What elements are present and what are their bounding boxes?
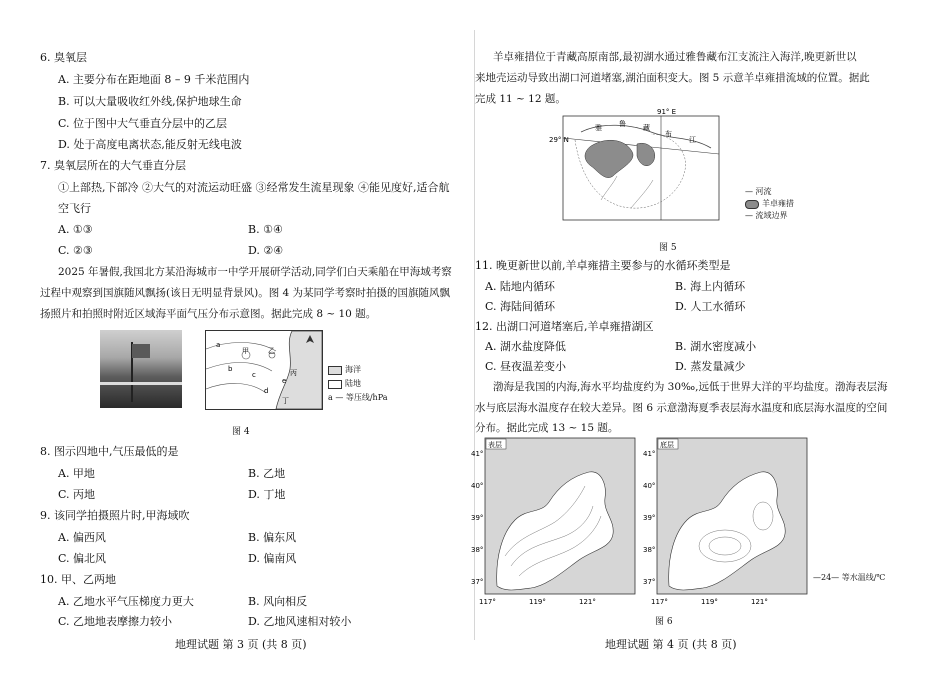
q7-option-c[interactable]: C. ②③ <box>58 244 93 257</box>
flag-icon <box>132 344 150 358</box>
land-swatch <box>328 380 342 389</box>
q8-option-a[interactable]: A. 甲地 <box>58 467 95 480</box>
q7-stem: 7. 臭氧层所在的大气垂直分层 <box>40 159 186 172</box>
fig6-lat-41-right: 41° <box>643 450 656 458</box>
fig6-panel-bottom <box>657 438 807 594</box>
q7-option-a[interactable]: A. ①③ <box>58 223 93 236</box>
flag-photo <box>100 330 182 408</box>
fig5-legend-boundary: — 流域边界 <box>745 211 788 220</box>
fig5-caption: 图 5 <box>659 243 677 253</box>
label-c: c <box>252 371 256 379</box>
q12-option-a[interactable]: A. 湖水盐度降低 <box>485 340 566 353</box>
fig6-lat-39-right: 39° <box>643 514 656 522</box>
intro-11-12-line1: 羊卓雍措位于青藏高原南部,最初湖水通过雅鲁藏布江支流注入海洋,晚更新世以 <box>493 51 857 63</box>
fig4-caption: 图 4 <box>232 427 250 437</box>
fig6-bottom-label: 底层 <box>660 441 674 449</box>
intro-11-12-line3: 完成 11 ~ 12 题。 <box>475 93 566 105</box>
intro-11-12-line2: 来地壳运动导致出湖口河道堵塞,湖泊面积变大。图 5 示意羊卓雍措流域的位置。据此 <box>475 72 870 84</box>
q12-option-d[interactable]: D. 蒸发量减少 <box>675 360 746 373</box>
intro-13-15-line2: 水与底层海水温度存在较大差异。图 6 示意渤海夏季表层海水温度和底层海水温度的空间 <box>475 402 888 414</box>
fig6-surface-label: 表层 <box>488 441 502 449</box>
intro-8-10-line2: 过程中观察到国旗随风飘扬(该日无明显背景风)。图 4 为某同学考察时拍摄的国旗随风飘 <box>40 287 451 299</box>
river-char-4: 布 <box>665 130 672 138</box>
fig5-legend-river-label: 河流 <box>755 187 772 196</box>
fig6-lat-38-left: 38° <box>471 546 484 554</box>
fig5-map <box>549 108 741 226</box>
q11-stem: 11. 晚更新世以前,羊卓雍措主要参与的水循环类型是 <box>475 259 731 272</box>
q7-option-d[interactable]: D. ②④ <box>248 244 284 257</box>
fig6-lon-117-right: 117° <box>651 598 668 606</box>
fig4-legend-sea-label: 海洋 <box>345 365 361 374</box>
fig5-legend-lake <box>745 198 794 209</box>
intro-8-10-line3: 扬照片和拍照时附近区域海平面气压分布示意图。据此完成 8 ~ 10 题。 <box>40 308 377 320</box>
page-4-footer: 地理试题 第 4 页 (共 8 页) <box>605 638 737 651</box>
fig5-frame <box>563 116 719 220</box>
isobar-c <box>206 383 269 395</box>
q11-option-d[interactable]: D. 人工水循环 <box>675 300 746 313</box>
river-char-1: 雅 <box>595 124 602 132</box>
ship-rail <box>100 382 182 385</box>
q9-option-a[interactable]: A. 偏西风 <box>58 531 106 544</box>
intro-13-15-line1: 渤海是我国的内海,海水平均盐度约为 30‰,远低于世界大洋的平均盐度。渤海表层海 <box>493 381 888 393</box>
q10-stem: 10. 甲、乙两地 <box>40 573 116 586</box>
intro-8-10-line1: 2025 年暑假,我国北方某沿海城市一中学开展研学活动,同学们白天乘船在甲海域考察 <box>58 266 452 278</box>
label-yi: 乙 <box>268 347 275 355</box>
q6-option-a[interactable]: A. 主要分布在距地面 8 – 9 千米范围内 <box>58 73 250 86</box>
q11-option-a[interactable]: A. 陆地内循环 <box>485 280 555 293</box>
q7-statements-cont: 空飞行 <box>58 202 91 215</box>
fig5-svg <box>549 108 741 226</box>
river-char-2: 鲁 <box>619 120 626 128</box>
fig6-lon-121-left: 121° <box>579 598 596 606</box>
lake-swatch <box>745 200 759 209</box>
fig5-legend-lake-label: 羊卓雍措 <box>762 199 794 208</box>
intro-13-15-line3: 分布。据此完成 13 ~ 15 题。 <box>475 422 619 434</box>
q7-statements: ①上部热,下部冷 ②大气的对流运动旺盛 ③经常发生流星现象 ④能见度好,适合航 <box>58 181 450 194</box>
q12-stem: 12. 出湖口河道堵塞后,羊卓雍措湖区 <box>475 320 654 333</box>
fig6-lon-117-left: 117° <box>479 598 496 606</box>
fig5-legend-river: — 河流 <box>745 187 772 196</box>
fig6-panel-surface <box>485 438 635 594</box>
fig5-legend-boundary-label: 流域边界 <box>755 211 788 220</box>
q10-option-a[interactable]: A. 乙地水平气压梯度力更大 <box>58 595 194 608</box>
q8-option-b[interactable]: B. 乙地 <box>248 467 286 480</box>
pressure-map <box>205 330 323 410</box>
fig6-svg <box>471 436 855 608</box>
fig6-legend: —24— 等水温线/℃ <box>813 573 886 582</box>
q8-option-d[interactable]: D. 丁地 <box>248 488 286 501</box>
q8-option-c[interactable]: C. 丙地 <box>58 488 96 501</box>
label-a: a <box>216 341 221 349</box>
page-3-footer: 地理试题 第 3 页 (共 8 页) <box>175 638 307 651</box>
fig4-legend-isobar: a — 等压线/hPa <box>328 393 388 402</box>
q6-stem: 6. 臭氧层 <box>40 51 87 64</box>
fig5-lon-label: 91° E <box>657 108 677 116</box>
fig6-lat-39-left: 39° <box>471 514 484 522</box>
page-4 <box>471 0 950 688</box>
q10-option-b[interactable]: B. 风向相反 <box>248 595 308 608</box>
fig5-lat-label: 29° N <box>549 136 569 144</box>
fig6-caption: 图 6 <box>655 617 673 627</box>
pressure-map-svg <box>206 331 322 409</box>
label-bing: 丙 <box>290 369 297 377</box>
fig4-legend-land <box>328 378 361 389</box>
fig6-lat-41-left: 41° <box>471 450 484 458</box>
fig6-lat-38-right: 38° <box>643 546 656 554</box>
fig6-lat-37-left: 37° <box>471 578 484 586</box>
q9-stem: 9. 该同学拍摄照片时,甲海域吹 <box>40 509 190 522</box>
fig6-lon-119-right: 119° <box>701 598 718 606</box>
fig6-lon-121-right: 121° <box>751 598 768 606</box>
q7-option-b[interactable]: B. ①④ <box>248 223 283 236</box>
q12-option-b[interactable]: B. 湖水密度减小 <box>675 340 757 353</box>
river-char-3: 藏 <box>643 124 650 132</box>
q6-option-c[interactable]: C. 位于图中大气垂直分层中的乙层 <box>58 117 228 130</box>
q11-option-c[interactable]: C. 海陆间循环 <box>485 300 556 313</box>
label-e: e <box>282 377 287 385</box>
q9-option-c[interactable]: C. 偏北风 <box>58 552 107 565</box>
fig4-legend-land-label: 陆地 <box>345 379 361 388</box>
q6-option-b[interactable]: B. 可以大量吸收红外线,保护地球生命 <box>58 95 242 108</box>
q9-option-d[interactable]: D. 偏南风 <box>248 552 297 565</box>
q8-stem: 8. 图示四地中,气压最低的是 <box>40 445 179 458</box>
fig6-lat-37-right: 37° <box>643 578 656 586</box>
q12-option-c[interactable]: C. 昼夜温差变小 <box>485 360 567 373</box>
isobar-b <box>206 363 272 372</box>
q10-option-c[interactable]: C. 乙地地表摩擦力较小 <box>58 615 173 628</box>
q11-option-b[interactable]: B. 海上内循环 <box>675 280 746 293</box>
label-ding: 丁 <box>282 397 289 405</box>
label-b: b <box>228 365 233 373</box>
fig6-lat-40-right: 40° <box>643 482 656 490</box>
fig4-legend-sea <box>328 364 361 375</box>
fig6-lat-40-left: 40° <box>471 482 484 490</box>
river-char-5: 江 <box>689 136 696 144</box>
q10-option-d[interactable]: D. 乙地风速相对较小 <box>248 615 352 628</box>
q9-option-b[interactable]: B. 偏东风 <box>248 531 297 544</box>
fig6 <box>471 436 855 608</box>
label-d: d <box>264 387 269 395</box>
label-jia: 甲 <box>242 347 249 355</box>
q6-option-d[interactable]: D. 处于高度电离状态,能反射无线电波 <box>58 138 242 151</box>
fig6-lon-119-left: 119° <box>529 598 546 606</box>
sea-swatch <box>328 366 342 375</box>
